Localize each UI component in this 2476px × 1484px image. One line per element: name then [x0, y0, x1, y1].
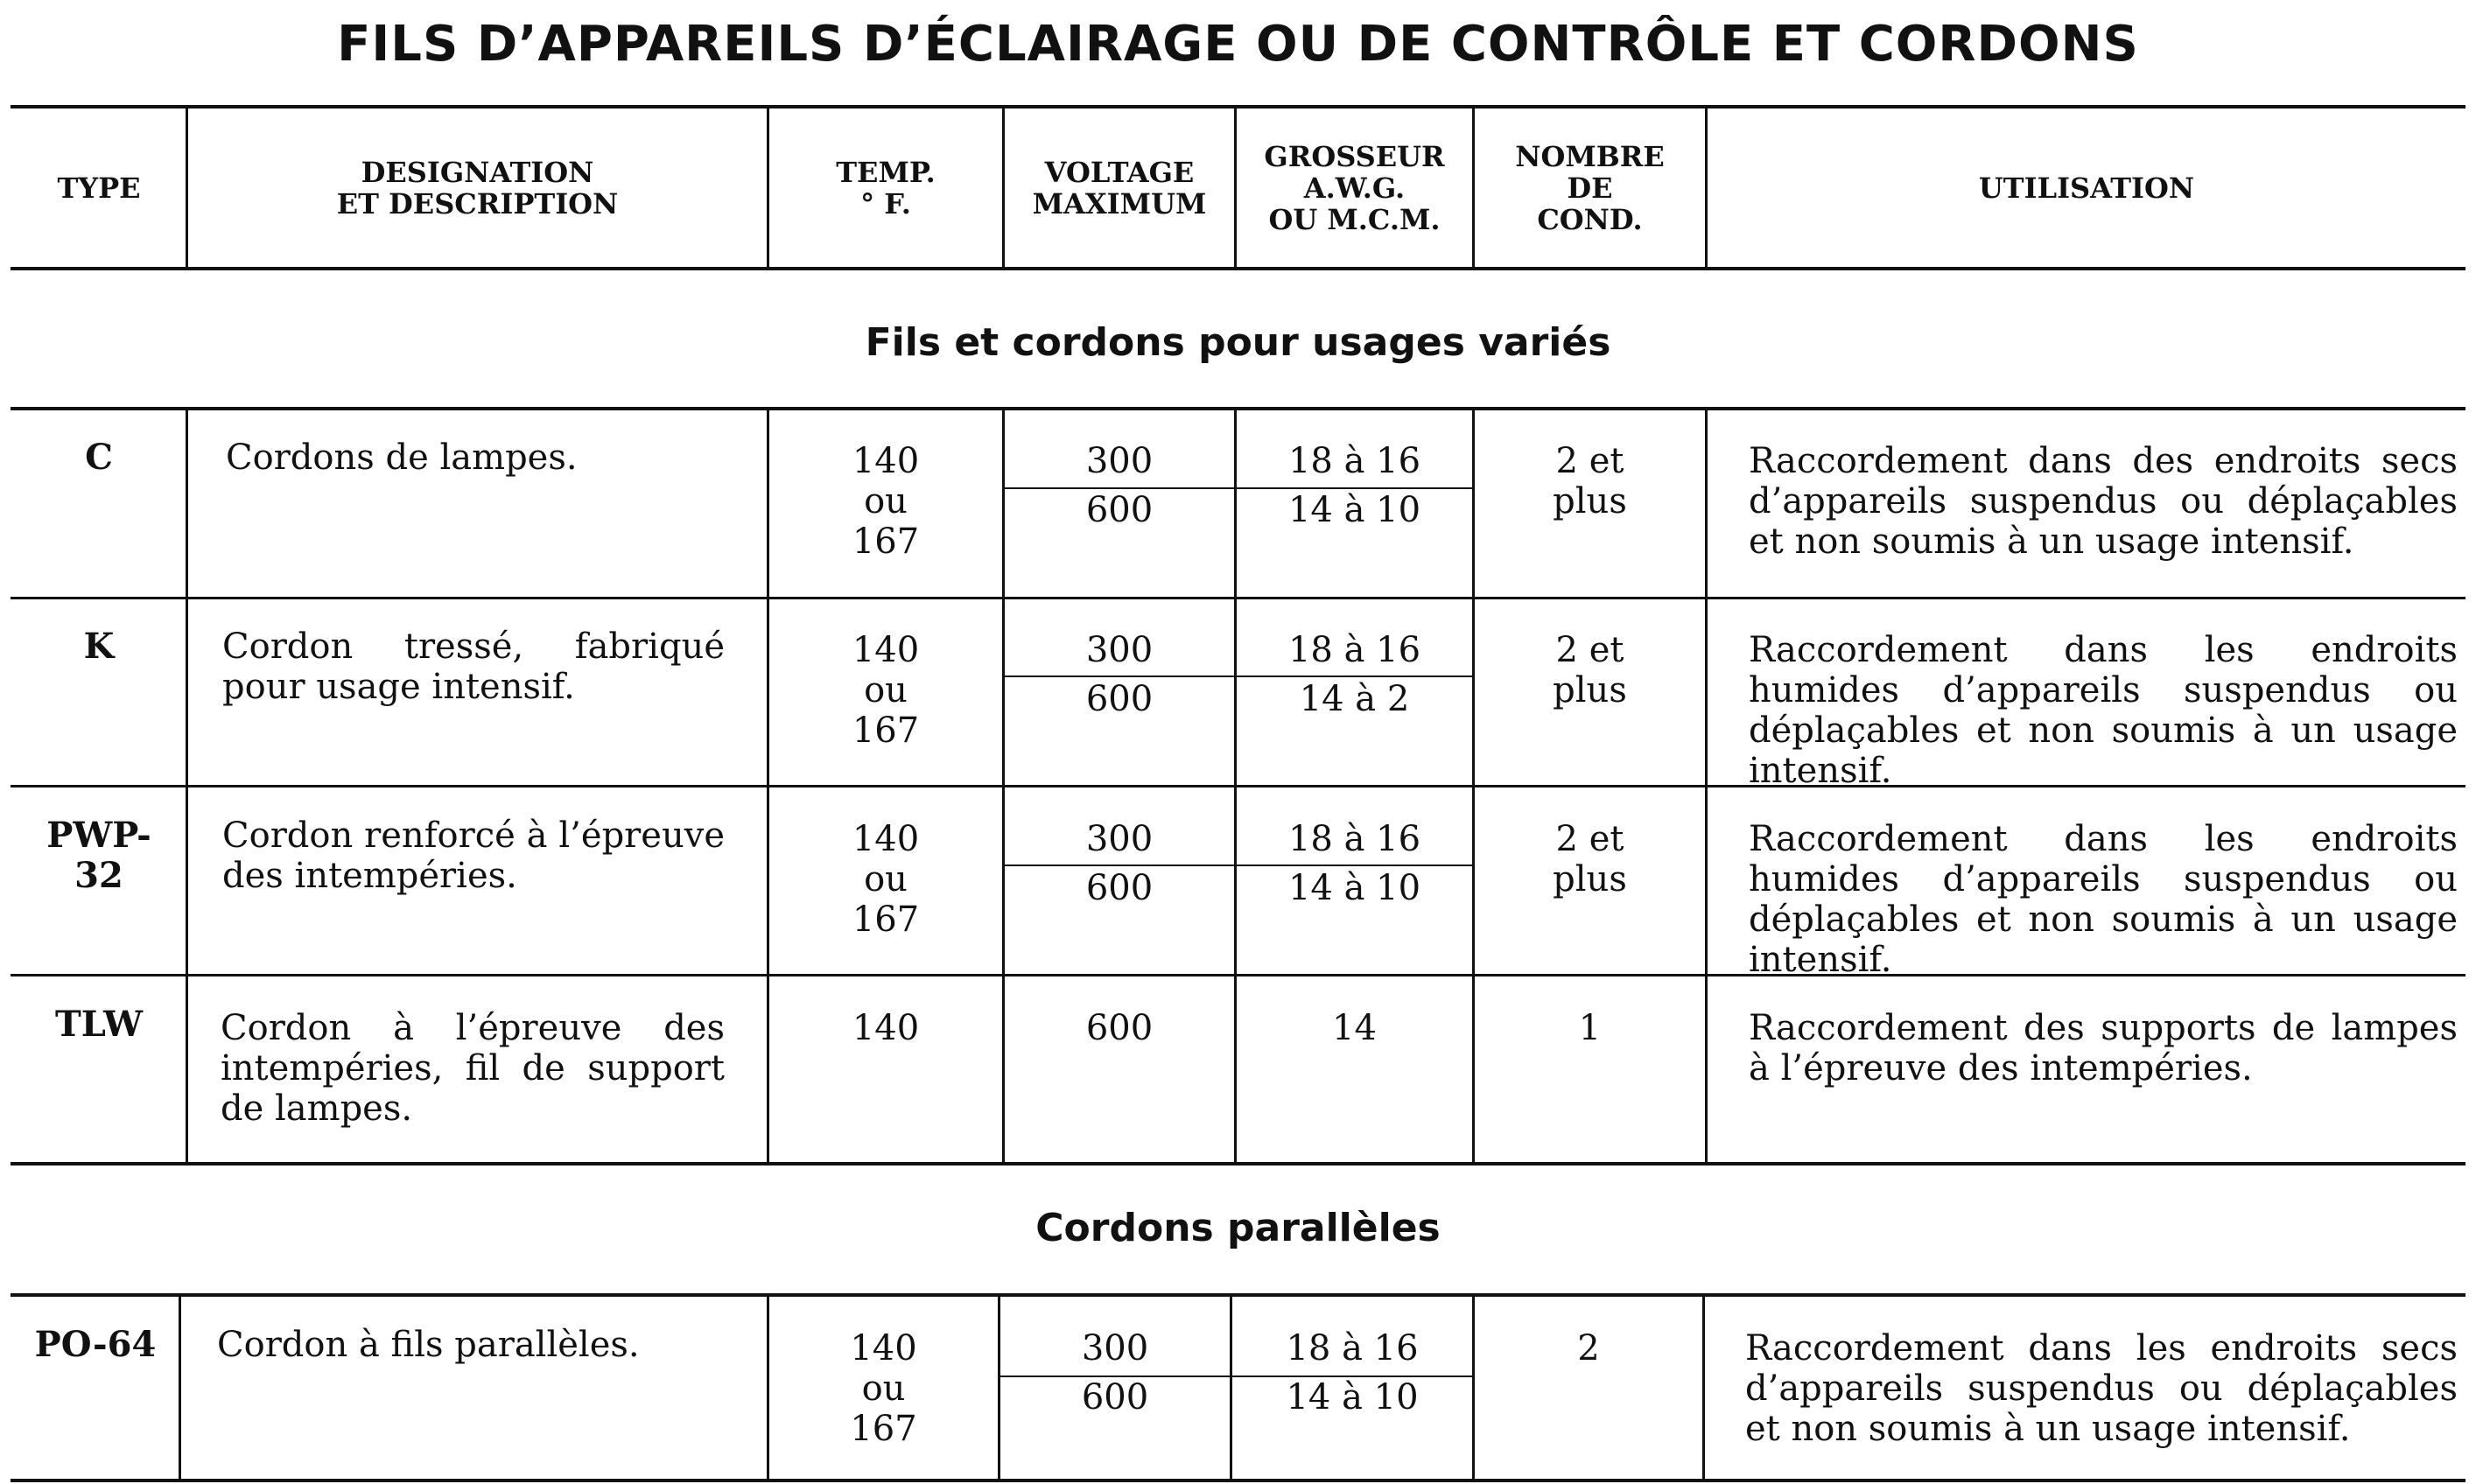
table-cell-grosseur: 18 à 16 [1287, 819, 1421, 859]
table-cell-utilisation: Raccordement dans les endroits secs d’appareils suspendus ou déplaçables et non soumis à un usage intensif. [1745, 1328, 2458, 1449]
table-cell-type: K [83, 626, 115, 667]
table-cell-nombre: 2 et plus [1553, 630, 1627, 710]
table-cell-temp: 140 ou 167 [852, 630, 920, 751]
table-cell-temp: 140 [852, 1008, 920, 1048]
table-cell-grosseur: 18 à 16 [1286, 1328, 1419, 1368]
header-designation: DESIGNATION ET DESCRIPTION [336, 155, 619, 220]
table-cell-description: Cordon tressé, fabriqué pour usage intensif. [222, 626, 725, 707]
table-cell-temp: 140 ou 167 [852, 819, 920, 940]
section-top-rule [11, 407, 2465, 410]
row-separator [11, 597, 2465, 599]
header-temp: TEMP. ° F. [836, 155, 936, 220]
header-grosseur: GROSSEUR A.W.G. OU M.C.M. [1264, 139, 1445, 236]
section-title: Fils et cordons pour usages variés [865, 320, 1611, 365]
table-cell-voltage: 600 [1085, 868, 1154, 908]
table-cell-grosseur: 14 à 10 [1287, 868, 1421, 908]
table-cell-grosseur: 14 à 10 [1286, 1377, 1419, 1418]
table-cell-temp: 140 ou 167 [852, 441, 920, 562]
table-cell-type: TLW [54, 1004, 144, 1045]
table-cell-description: Cordon renforcé à l’épreuve des intempéries. [222, 816, 725, 896]
voltage-subdivider [1003, 864, 1472, 866]
column-divider [179, 1295, 181, 1480]
table-cell-description: Cordon à fils parallèles. [217, 1325, 640, 1365]
header-bottom-rule [11, 267, 2465, 270]
table-cell-grosseur: 18 à 16 [1287, 630, 1421, 670]
section-title: Cordons parallèles [1035, 1206, 1441, 1250]
table-cell-temp: 140 ou 167 [850, 1328, 917, 1449]
table-cell-grosseur: 18 à 16 [1287, 441, 1421, 481]
column-divider [1472, 409, 1475, 1164]
table-cell-nombre: 2 et plus [1553, 819, 1627, 900]
table-cell-grosseur: 14 à 2 [1299, 679, 1410, 719]
table-cell-utilisation: Raccordement dans des endroits secs d’appareils suspendus ou déplaçables et non soumis à un usage intensif. [1749, 441, 2458, 562]
table-cell-type: C [85, 437, 113, 478]
table-cell-voltage: 600 [1081, 1377, 1149, 1418]
table-cell-utilisation: Raccordement des supports de lampes à l’épreuve des intempéries. [1749, 1008, 2458, 1088]
page-title: FILS D’APPAREILS D’ÉCLAIRAGE OU DE CONTRÔLE ET CORDONS [337, 16, 2139, 73]
column-divider [1472, 1295, 1475, 1480]
table-cell-voltage: 300 [1081, 1328, 1149, 1368]
table-cell-type: PWP- 32 [46, 815, 151, 896]
header-nombre: NOMBRE DE COND. [1515, 139, 1665, 236]
table-cell-nombre: 2 [1577, 1328, 1600, 1368]
section-top-rule [11, 1293, 2465, 1297]
header-type: TYPE [57, 171, 141, 205]
table-bottom-rule [11, 1479, 2465, 1482]
column-divider [1705, 409, 1708, 1164]
table-cell-utilisation: Raccordement dans les endroits humides d’appareils suspendus ou déplaçables et non soumis à un usage intensif. [1749, 630, 2458, 791]
table-cell-grosseur: 14 à 10 [1287, 490, 1421, 530]
column-divider [186, 409, 188, 1164]
column-divider [1702, 1295, 1705, 1480]
table-cell-grosseur: 14 [1332, 1008, 1377, 1048]
table-cell-type: PO-64 [34, 1324, 157, 1365]
table-cell-voltage: 300 [1085, 441, 1154, 481]
table-cell-nombre: 1 [1578, 1008, 1602, 1048]
voltage-subdivider [1003, 676, 1472, 677]
table-cell-description: Cordons de lampes. [226, 438, 578, 478]
header-voltage: VOLTAGE MAXIMUM [1032, 155, 1207, 220]
header-utilisation: UTILISATION [1978, 171, 2195, 205]
table-cell-voltage: 300 [1085, 819, 1154, 859]
table-cell-voltage: 600 [1085, 679, 1154, 719]
table-cell-voltage: 300 [1085, 630, 1154, 670]
voltage-subdivider [1003, 487, 1472, 489]
table-cell-description: Cordon à l’épreuve des intempéries, fil de support de lampes. [221, 1008, 725, 1129]
table-cell-voltage: 600 [1085, 490, 1154, 530]
table-cell-nombre: 2 et plus [1553, 441, 1627, 522]
table-cell-utilisation: Raccordement dans les endroits humides d’appareils suspendus ou déplaçables et non soumis à un usage intensif. [1749, 819, 2458, 980]
table-cell-voltage: 600 [1085, 1008, 1154, 1048]
section-bottom-rule [11, 1162, 2465, 1166]
